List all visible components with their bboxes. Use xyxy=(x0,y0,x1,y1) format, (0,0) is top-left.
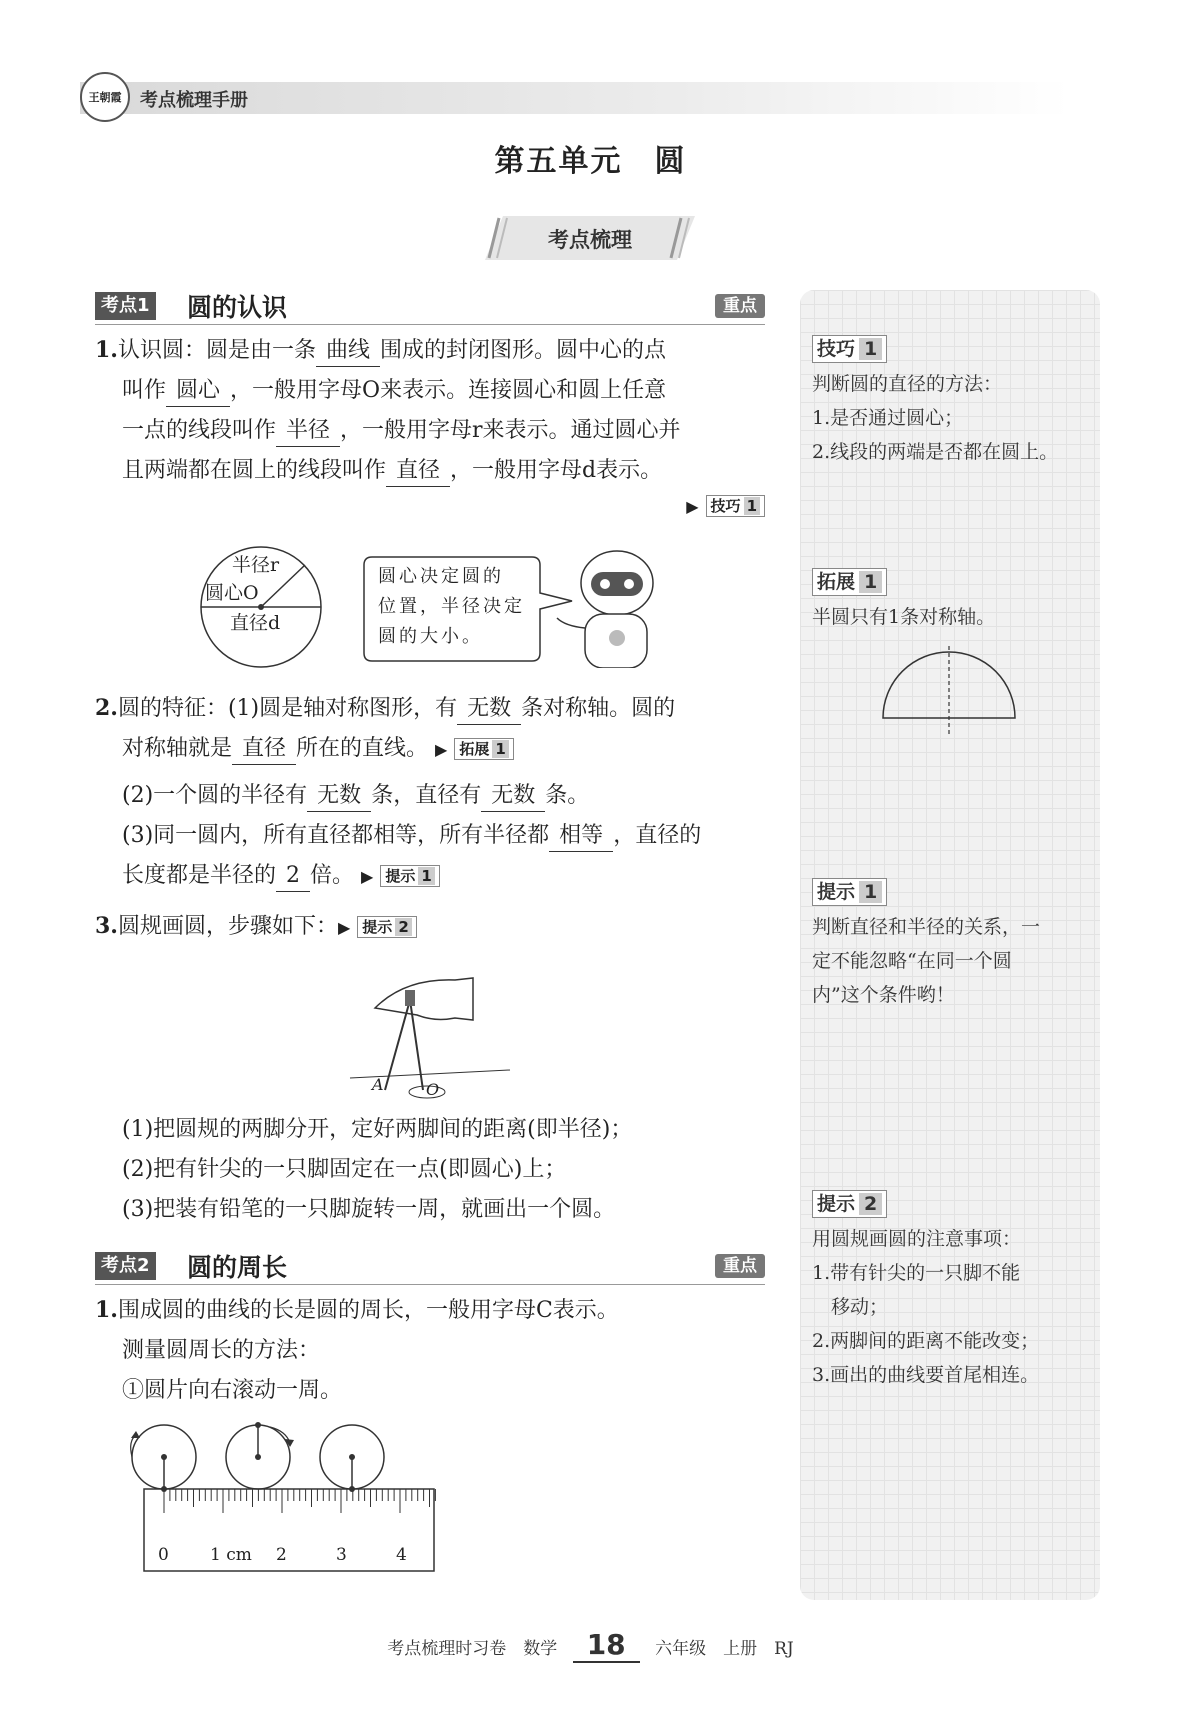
text: ，一般用字母d表示。 xyxy=(450,458,663,483)
answer-blank: 曲线 xyxy=(316,336,380,367)
answer-blank: 2 xyxy=(276,861,310,892)
arrow-icon: ▶ xyxy=(361,867,374,886)
page-footer xyxy=(0,1628,1181,1661)
compass-label-o: O xyxy=(426,1080,440,1099)
point1-heading xyxy=(95,288,765,325)
answer-blank: 直径 xyxy=(232,734,296,765)
ruler-label-0: 0 xyxy=(158,1545,169,1565)
sidebar-line: 定不能忽略“在同一个圆 xyxy=(812,950,1012,972)
tip1-tag xyxy=(812,335,887,363)
text: 圆的特征：(1)圆是轴对称图形，有 xyxy=(117,696,458,721)
text: 圆规画圆，步骤如下： xyxy=(117,914,338,939)
robot-illustration xyxy=(555,548,665,668)
semicircle-diagram xyxy=(880,646,1020,736)
text: 围成圆的曲线的长是圆的周长，一般用字母C表示。 xyxy=(117,1298,619,1323)
arrow-icon: ▶ xyxy=(686,497,699,516)
point1-item1 xyxy=(95,330,775,522)
text: (2)一个圆的半径有 xyxy=(122,783,308,808)
sidebar-line: 判断直径和半径的关系，一 xyxy=(812,916,1041,938)
sidebar-line: 判断圆的直径的方法： xyxy=(812,373,1003,395)
text: 对称轴就是 xyxy=(122,736,233,761)
text: ，一般用字母r来表示。通过圆心并 xyxy=(340,418,681,443)
answer-blank: 无数 xyxy=(307,781,371,812)
text: ，一般用字母O来表示。连接圆心和圆上任意 xyxy=(230,378,667,403)
ref-tip1[interactable] xyxy=(706,495,765,517)
text: 测量圆周长的方法： xyxy=(122,1338,321,1363)
sidebar-tip1 xyxy=(812,332,1088,469)
speech-line: 圆心决定圆的 xyxy=(378,566,504,587)
arrow-icon: ▶ xyxy=(337,918,351,937)
point1-tag: 考点1 xyxy=(95,292,156,320)
text: (3)同一圆内，所有直径都相等，所有半径都 xyxy=(122,823,550,848)
point1-title: 圆的认识 xyxy=(187,293,288,322)
item-number: 1. xyxy=(95,337,118,363)
footer-left: 考点梳理时习卷 数学 xyxy=(387,1639,558,1659)
step-item: (1)把圆规的两脚分开，定好两脚间的距离(即半径)； xyxy=(122,1117,633,1142)
arrow-icon: ▶ xyxy=(435,740,448,759)
hint1-tag xyxy=(812,878,887,906)
publisher-logo xyxy=(80,72,130,122)
sidebar-line: 2.线段的两端是否都在圆上。 xyxy=(812,441,1059,463)
ref-ext1[interactable] xyxy=(454,738,513,760)
sidebar-line: 半圆只有1条对称轴。 xyxy=(812,606,996,628)
ref-hint2[interactable] xyxy=(357,916,416,938)
item-number: 2. xyxy=(95,695,118,721)
text: 围成的封闭图形。圆中心的点 xyxy=(380,338,667,363)
answer-blank: 无数 xyxy=(457,694,521,725)
step-item: (3)把装有铅笔的一只脚旋转一周，就画出一个圆。 xyxy=(122,1197,616,1222)
tag-label: 提示 xyxy=(817,1193,856,1215)
compass-label-a: A xyxy=(372,1075,384,1094)
sidebar-line: 3.画出的曲线要首尾相连。 xyxy=(812,1364,1040,1386)
footer-right: 六年级 上册 RJ xyxy=(655,1639,794,1659)
sidebar-line: 内”这个条件哟！ xyxy=(812,984,955,1006)
page-number: 18 xyxy=(573,1628,640,1663)
sidebar-hint1 xyxy=(812,875,1088,1012)
answer-blank: 无数 xyxy=(481,781,545,812)
header-title: 考点梳理手册 xyxy=(140,90,248,111)
ruler-label-2: 2 xyxy=(276,1545,287,1565)
point2-title: 圆的周长 xyxy=(187,1253,288,1282)
sidebar-hint2 xyxy=(812,1187,1088,1392)
tag-label: 提示 xyxy=(817,881,856,903)
ruler-label-4: 4 xyxy=(396,1545,407,1565)
tag-number: 1 xyxy=(859,571,882,593)
point1-item2 xyxy=(95,688,775,897)
speech-line: 圆的大小。 xyxy=(378,626,483,647)
ref-number: 2 xyxy=(395,918,411,936)
ref-label: 拓展 xyxy=(459,740,490,758)
ruler-label-3: 3 xyxy=(336,1545,347,1565)
tag-label: 拓展 xyxy=(817,571,856,593)
sidebar-line: 1.带有针尖的一只脚不能 xyxy=(812,1262,1021,1284)
unit-title: 第五单元 圆 xyxy=(494,144,687,179)
text: 认识圆：圆是由一条 xyxy=(117,338,316,363)
text: 长度都是半径的 xyxy=(122,863,277,888)
text: 条对称轴。圆的 xyxy=(521,696,676,721)
text: ①圆片向右滚动一周。 xyxy=(122,1378,343,1403)
point1-steps xyxy=(95,1110,775,1230)
point1-item3 xyxy=(95,906,775,948)
ref-number: 1 xyxy=(492,740,508,758)
ruler-ticks xyxy=(164,1489,435,1513)
ref-number: 1 xyxy=(744,497,760,515)
answer-blank: 半径 xyxy=(276,416,340,447)
step-item: (2)把有针尖的一只脚固定在一点(即圆心)上； xyxy=(122,1157,567,1182)
center-label: 圆心O xyxy=(205,582,259,604)
item-number: 1. xyxy=(95,1297,118,1323)
ref-label: 技巧 xyxy=(710,497,741,515)
point2-tag: 考点2 xyxy=(95,1252,156,1280)
ext1-tag xyxy=(812,568,887,596)
speech-text xyxy=(378,562,525,652)
point2-heading xyxy=(95,1248,765,1285)
point1-badge: 重点 xyxy=(715,294,765,318)
text: 一点的线段叫作 xyxy=(122,418,277,443)
tag-number: 2 xyxy=(859,1193,882,1215)
hint2-tag xyxy=(812,1190,887,1218)
text: 倍。 xyxy=(310,863,355,888)
point2-item1 xyxy=(95,1290,775,1411)
speech-line: 位置，半径决定 xyxy=(378,596,525,617)
sidebar-line: 移动； xyxy=(812,1296,889,1318)
ref-label: 提示 xyxy=(385,867,416,885)
point2-badge: 重点 xyxy=(715,1254,765,1278)
ref-number: 1 xyxy=(418,867,434,885)
ref-label: 提示 xyxy=(362,918,393,936)
text: 叫作 xyxy=(122,378,167,403)
diameter-label: 直径d xyxy=(230,612,281,634)
text: 条，直径有 xyxy=(371,783,482,808)
section-banner-label: 考点梳理 xyxy=(548,228,632,252)
sidebar-line: 1.是否通过圆心； xyxy=(812,407,964,429)
section-banner xyxy=(485,216,695,260)
text: ，直径的 xyxy=(613,823,702,848)
logo-text: 王朝霞 xyxy=(88,91,122,104)
ref-hint1[interactable] xyxy=(380,865,439,887)
tag-label: 技巧 xyxy=(817,338,856,360)
item-number: 3. xyxy=(95,913,118,939)
answer-blank: 直径 xyxy=(386,456,450,487)
sidebar-line: 用圆规画圆的注意事项： xyxy=(812,1228,1022,1250)
answer-blank: 相等 xyxy=(549,821,613,852)
tag-number: 1 xyxy=(859,881,882,903)
text: 且两端都在圆上的线段叫作 xyxy=(122,458,387,483)
ruler-label-1cm: 1 cm xyxy=(210,1545,252,1565)
sidebar-line: 2.两脚间的距离不能改变； xyxy=(812,1330,1040,1352)
text: 所在的直线。 xyxy=(296,736,429,761)
sidebar-ext1 xyxy=(812,565,1088,634)
answer-blank: 圆心 xyxy=(166,376,230,407)
text: 条。 xyxy=(545,783,590,808)
tag-number: 1 xyxy=(859,338,882,360)
radius-label: 半径r xyxy=(232,554,280,576)
